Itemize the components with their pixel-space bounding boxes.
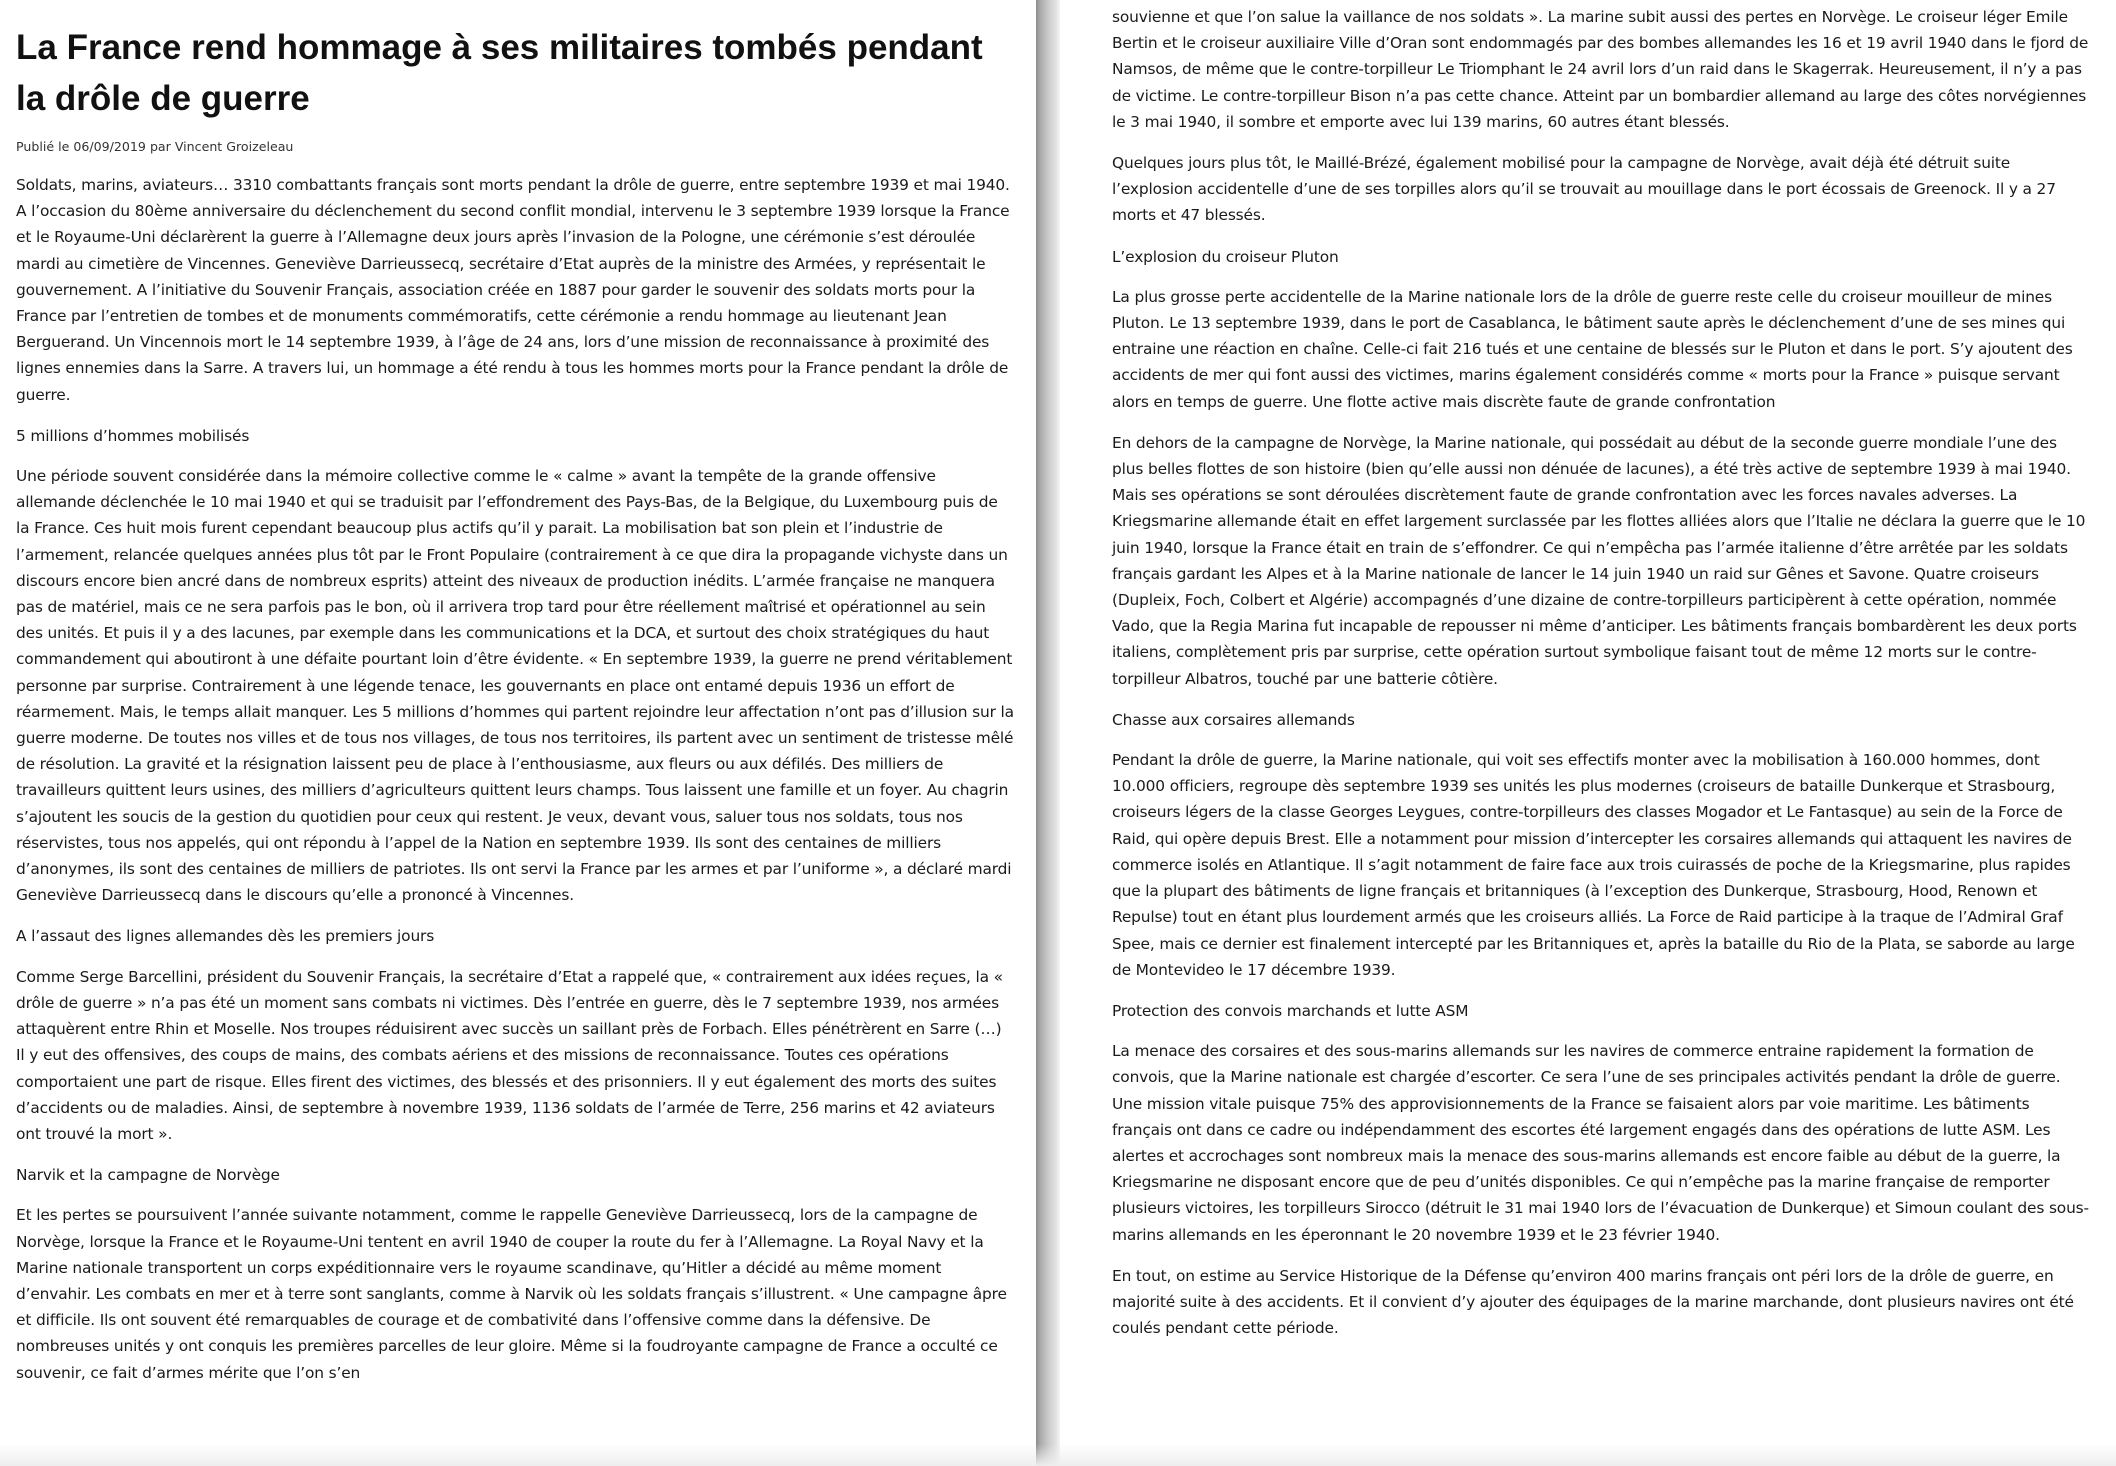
section-heading: L’explosion du croiseur Pluton: [1112, 247, 1339, 266]
document-page-left: [0, 0, 1036, 1466]
paragraph: En dehors de la campagne de Norvège, la Marine nationale, qui possédait au début de la seconde guerre mondiale l’une des plus belles flottes de son histoire (bien qu’elle aussi non dénuée de lacunes), a été très active de septembre 1939 à mai 1940. Mais ses opérations se sont déroulées discrètement faute de grande confrontation avec les forces navales adverses. La Kriegsmarine allemande était en effet largement surclassée par les flottes alliées alors que l’Italie ne déclara la guerre que le 10 juin 1940, lorsque la France était en train de s’effondrer. Ce qui n’empêcha pas l’armée italienne d’être arrêtée par les soldats français gardant les Alpes et à la Marine nationale de lancer le 14 juin 1940 un raid sur Gênes et Savone. Quatre croiseurs (Dupleix, Foch, Colbert et Algérie) accompagnés d’une dizaine de contre-torpilleurs participèrent à cette opération, nommée Vado, que la Regia Marina fut incapable de repousser ni même d’anticiper. Les bâtiments français bombardèrent les deux ports italiens, complètement pris par surprise, cette opération surtout symbolique faisant tout de même 12 morts sur le contre-torpilleur Albatros, touché par une batterie côtière.: [1112, 433, 2086, 688]
paragraph: En tout, on estime au Service Historique de la Défense qu’environ 400 marins français ont péri lors de la drôle de guerre, en majorité suite à des accidents. Et il convient d’y ajouter des équipages de la marine marchande, dont plusieurs navires ont été coulés pendant cette période.: [1112, 1266, 2074, 1338]
paragraph: Comme Serge Barcellini, président du Souvenir Français, la secrétaire d’Etat a rappelé que, « contrairement aux idées reçues, la « drôle de guerre » n’a pas été un moment sans combats ni victimes. Dès l’entrée en guerre, dès le 7 septembre 1939, nos armées attaquèrent entre Rhin et Moselle. Nos troupes réduisirent avec succès un saillant près de Forbach. Elles pénétrèrent en Sarre (…) Il y eut des offensives, des coups de mains, des combats aériens et des missions de reconnaissance. Toutes ces opérations comportaient une part de risque. Elles firent des victimes, des blessés et des prisonniers. Il y eut également des morts des suites d’accidents ou de maladies. Ainsi, de septembre à novembre 1939, 1136 soldats de l’armée de Terre, 256 marins et 42 aviateurs ont trouvé la mort ».: [16, 967, 1003, 1143]
article-byline: Publié le 06/09/2019 par Vincent Groizeleau: [16, 139, 294, 154]
paragraph: Soldats, marins, aviateurs… 3310 combattants français sont morts pendant la drôle de guerre, entre septembre 1939 et mai 1940. A l’occasion du 80ème anniversaire du déclenchement du second conflit mondial, intervenu le 3 septembre 1939 lorsque la France et le Royaume-Uni déclarèrent la guerre à l’Allemagne deux jours après l’invasion de la Pologne, une cérémonie s’est déroulée mardi au cimetière de Vincennes. Geneviève Darrieussecq, secrétaire d’Etat auprès de la ministre des Armées, y représentait le gouvernement. A l’initiative du Souvenir Français, association créée en 1887 pour garder le souvenir des soldats morts pour la France par l’entretien de tombes et de monuments commémoratifs, cette cérémonie a rendu hommage au lieutenant Jean Berguerand. Un Vincennois mort le 14 septembre 1939, à l’âge de 24 ans, lors d’une mission de reconnaissance à proximité des lignes ennemies dans la Sarre. A travers lui, un hommage a été rendu à tous les hommes morts pour la France pendant la drôle de guerre.: [16, 176, 1010, 404]
paragraph: Pendant la drôle de guerre, la Marine nationale, qui voit ses effectifs monter avec la mobilisation à 160.000 hommes, dont 10.000 officiers, regroupe dès septembre 1939 ses unités les plus modernes (croiseurs de bataille Dunkerque et Strasbourg, croiseurs légers de la classe Georges Leygues, contre-torpilleurs des classes Mogador et Le Fantasque) au sein de la Force de Raid, qui opère depuis Brest. Elle a notamment pour mission d’intercepter les corsaires allemands qui attaquent les navires de commerce isolés en Atlantique. Il s’agit notamment de faire face aux trois cuirassés de poche de la Kriegsmarine, plus rapides que la plupart des bâtiments de ligne français et britanniques (à l’exception des Dunkerque, Strasbourg, Hood, Renown et Repulse) tout en étant plus lourdement armés que les croiseurs alliés. La Force de Raid participe à la traque de l’Admiral Graf Spee, mais ce dernier est finalement intercepté par les Britanniques et, après la bataille du Rio de la Plata, se saborde au large de Montevideo le 17 décembre 1939.: [1112, 751, 2075, 979]
document-page-right: [1060, 0, 2116, 1466]
page-divider: [1036, 0, 1060, 1466]
paragraph: La menace des corsaires et des sous-marins allemands sur les navires de commerce entraine rapidement la formation de convois, que la Marine nationale est chargée d’escorter. Ce sera l’une de ses principales activités pendant la drôle de guerre. Une mission vitale puisque 75% des approvisionnements de la France se faisaient alors par voie maritime. Les bâtiments français ont dans ce cadre ou indépendamment des escortes été largement engagés dans des opérations de lutte ASM. Les alertes et accrochages sont nombreux mais la menace des sous-marins allemands est encore faible au début de la guerre, la Kriegsmarine ne disposant encore que de peu d’unités disponibles. Ce qui n’empêche pas la marine française de remporter plusieurs victoires, les torpilleurs Sirocco (détruit le 31 mai 1940 lors de l’évacuation de Dunkerque) et Simoun coulant des sous-marins allemands en les éperonnant le 20 novembre 1939 et le 23 février 1940.: [1112, 1042, 2089, 1244]
paragraph: souvienne et que l’on salue la vaillance de nos soldats ». La marine subit aussi des pertes en Norvège. Le croiseur léger Emile Bertin et le croiseur auxiliaire Ville d’Oran sont endommagés par des bombes allemandes les 16 et 19 avril 1940 dans le fjord de Namsos, de même que le contre-torpilleur Le Triomphant le 24 avril lors d’un raid dans le Skagerrak. Heureusement, il n’y a pas de victime. Le contre-torpilleur Bison n’a pas cette chance. Atteint par un bombardier allemand au large des côtes norvégiennes le 3 mai 1940, il sombre et emporte avec lui 139 marins, 60 autres étant blessés.: [1112, 8, 2089, 131]
section-heading: A l’assaut des lignes allemandes dès les premiers jours: [16, 927, 435, 946]
article-title: La France rend hommage à ses militaires tombés pendant la drôle de guerre: [16, 28, 983, 118]
section-heading: Protection des convois marchands et lutte ASM: [1112, 1001, 1469, 1020]
paragraph: La plus grosse perte accidentelle de la Marine nationale lors de la drôle de guerre reste celle du croiseur mouilleur de mines Pluton. Le 13 septembre 1939, dans le port de Casablanca, le bâtiment saute après le déclenchement d’une de ses mines qui entraine une réaction en chaîne. Celle-ci fait 216 tués et une centaine de blessés sur le Pluton et dans le port. S’y ajoutent des accidents de mer qui font aussi des victimes, marins également considérés comme « morts pour la France » puisque servant alors en temps de guerre. Une flotte active mais discrète faute de grande confrontation: [1112, 287, 2073, 411]
page-bottom-shade: [0, 1444, 2116, 1466]
paragraph: Quelques jours plus tôt, le Maillé-Brézé, également mobilisé pour la campagne de Norvège, avait déjà été détruit suite l’explosion accidentelle d’une de ses torpilles alors qu’il se trouvait au mouillage dans le port écossais de Greenock. Il y a 27 morts et 47 blessés.: [1112, 154, 2056, 225]
section-heading: Chasse aux corsaires allemands: [1112, 710, 1355, 729]
section-heading: 5 millions d’hommes mobilisés: [16, 426, 250, 445]
section-heading: Narvik et la campagne de Norvège: [16, 1166, 280, 1185]
paragraph: Une période souvent considérée dans la mémoire collective comme le « calme » avant la tempête de la grande offensive allemande déclenchée le 10 mai 1940 et qui se traduisit par l’effondrement des Pays-Bas, de la Belgique, du Luxembourg puis de la France. Ces huit mois furent cependant beaucoup plus actifs qu’il y parait. La mobilisation bat son plein et l’industrie de l’armement, relancée quelques années plus tôt par le Front Populaire (contrairement à ce que dira la propagande vichyste dans un discours encore bien ancré dans de nombreux esprits) atteint des niveaux de production inédits. L’armée française ne manquera pas de matériel, mais ce ne sera parfois pas le bon, où il arrivera trop tard pour être réellement maîtrisé et opérationnel au sein des unités. Et puis il y a des lacunes, par exemple dans les communications et la DCA, et surtout des choix stratégiques du haut commandement qui aboutiront à une défaite pourtant loin d’être évidente. « En septembre 1939, la guerre ne prend véritablement personne par surprise. Contrairement à une légende tenace, les gouvernants en place ont entamé depuis 1936 un effort de réarmement. Mais, le temps allait manquer. Les 5 millions d’hommes qui partent rejoindre leur affectation n’ont pas d’illusion sur la guerre moderne. De toutes nos villes et de tous nos villages, de tous nos territoires, ils partent avec un sentiment de tristesse mêlé de résolution. La gravité et la résignation laissent peu de place à l’enthousiasme, aux fleurs ou aux défilés. Des milliers de travailleurs quittent leurs usines, des milliers d’agriculteurs quittent leurs champs. Tous laissent une famille et un foyer. Au chagrin s’ajoutent les soucis de la gestion du quotidien pour ceux qui restent. Je veux, devant vous, saluer tous nos soldats, tous nos réservistes, tous nos appelés, qui ont répondu à l’appel de la Nation en septembre 1939. Ils sont des centaines de milliers d’anonymes, ils sont des centaines de milliers de patriotes. Ils ont servi la France par les armes et par l’uniforme », a déclaré mardi Geneviève Darrieussecq dans le discours qu’elle a prononcé à Vincennes.: [16, 467, 1014, 905]
paragraph: Et les pertes se poursuivent l’année suivante notamment, comme le rappelle Geneviève Darrieussecq, lors de la campagne de Norvège, lorsque la France et le Royaume-Uni tentent en avril 1940 de couper la route du fer à l’Allemagne. La Royal Navy et la Marine nationale transportent un corps expéditionnaire vers le royaume scandinave, qu’Hitler a décidé au même moment d’envahir. Les combats en mer et à terre sont sanglants, comme à Narvik où les soldats français s’illustrent. « Une campagne âpre et difficile. Ils ont souvent été remarquables de courage et de combativité dans l’offensive comme dans la défensive. De nombreuses unités y ont conquis les premières parcelles de leur gloire. Même si la foudroyante campagne de France a occulté ce souvenir, ce fait d’armes mérite que l’on s’en: [16, 1206, 1007, 1382]
